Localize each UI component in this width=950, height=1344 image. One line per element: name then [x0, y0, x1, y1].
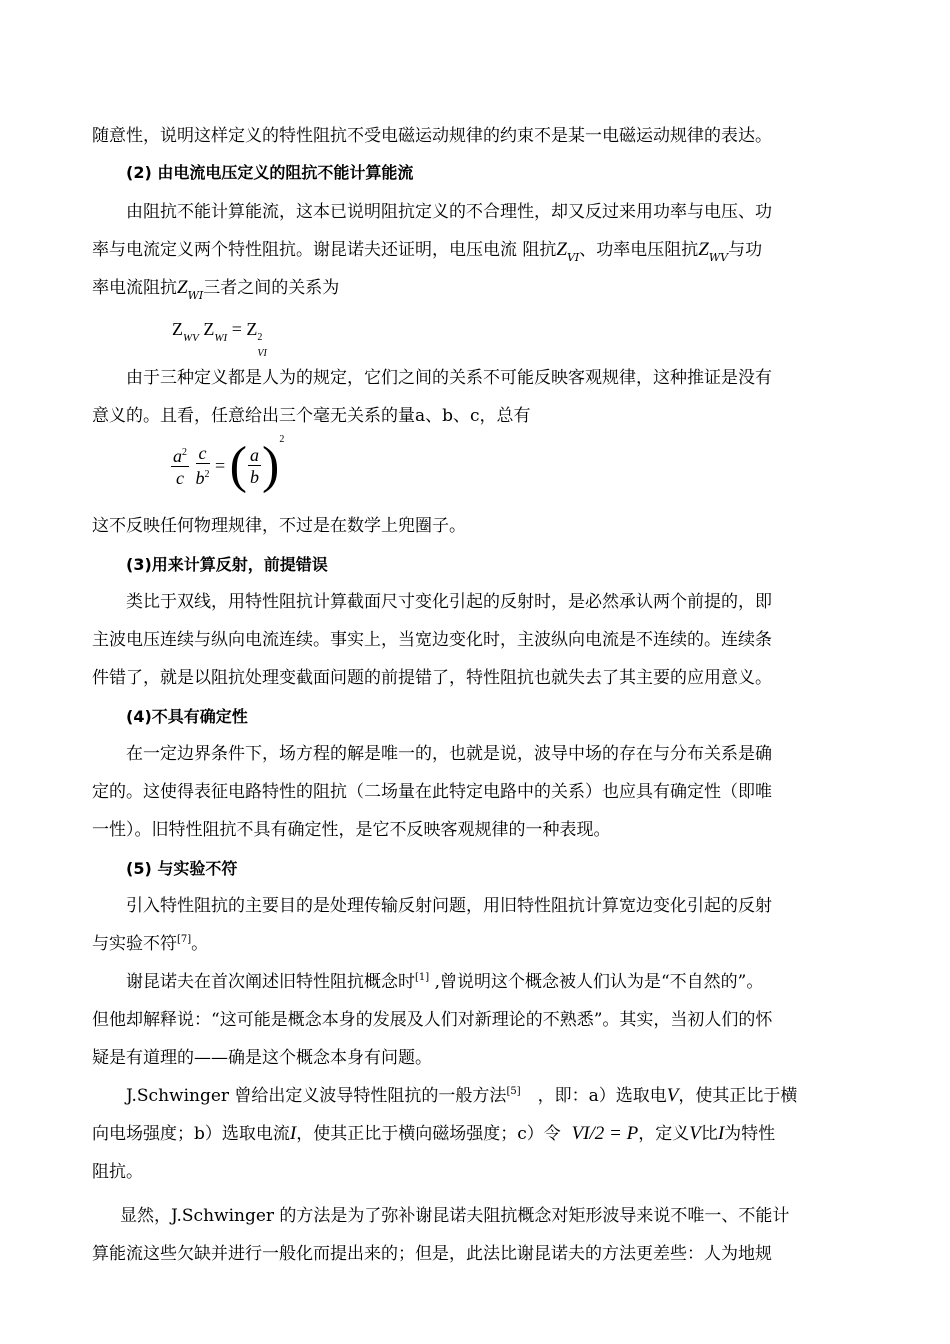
fraction: $\frac{a^2}{c}$ — [171, 443, 189, 489]
paragraph-line: 显然，J.Schwinger 的方法是为了弥补谢昆诺夫阻抗概念对矩形波导来说不唯一、不能计 — [120, 1206, 790, 1226]
citation-ref-5: [5] — [506, 1086, 521, 1097]
paragraph-line: 阻抗。 — [92, 1162, 143, 1182]
section-heading-5: (5) 与实验不符 — [126, 859, 238, 878]
paragraph-line: 主波电压连续与纵向电流连续。事实上，当宽边变化时，主波纵向电流是不连续的。连续条 — [92, 630, 772, 650]
paragraph-line: 意义的。且看，任意给出三个毫无关系的量a、b、c，总有 — [92, 406, 531, 426]
paragraph-line: 引入特性阻抗的主要目的是处理传输反射问题，用旧特性阻抗计算宽边变化引起的反射 — [126, 896, 772, 916]
equation-fraction-identity: $\frac{a^2}{c}$ $\frac{c}{b^2}$ = ( $\frac{a}{b}$ )$^2$ — [173, 434, 285, 494]
paragraph-line: 在一定边界条件下，场方程的解是唯一的，也就是说，波导中场的存在与分布关系是确 — [126, 744, 772, 764]
fraction: $\frac{a}{b}$ — [249, 444, 259, 487]
section-heading-4: (4)不具有确定性 — [126, 707, 248, 726]
citation-ref-7: [7] — [177, 934, 192, 945]
paragraph-line: 疑是有道理的——确是这个概念本身有问题。 — [92, 1048, 432, 1068]
section-heading-3: (3)用来计算反射，前提错误 — [126, 555, 328, 574]
equation-impedance-relation: $Z_{WV}$ $Z_{WI} = Z$ 2 VI — [172, 319, 267, 359]
paragraph-line: 由于三种定义都是人为的规定，它们之间的关系不可能反映客观规律，这种推证是没有 — [126, 368, 772, 388]
fraction: $\frac{c}{b^2}$ — [195, 443, 210, 488]
paragraph-line: 率与电流定义两个特性阻抗。谢昆诺夫还证明，电压电流 阻抗$Z_{VI}$、功率电压阻抗$Z_{WV}$与功 — [92, 239, 763, 264]
paragraph-line: 这不反映任何物理规律，不过是在数学上兜圈子。 — [92, 516, 466, 536]
paragraph-line: 但他却解释说：“这可能是概念本身的发展及人们对新理论的不熟悉”。其实，当初人们的怀 — [92, 1010, 773, 1030]
section-heading-2: (2) 由电流电压定义的阻抗不能计算能流 — [126, 163, 414, 182]
paragraph-line: 算能流这些欠缺并进行一般化而提出来的；但是，此法比谢昆诺夫的方法更差些：人为地规 — [92, 1244, 772, 1264]
citation-ref-1: [1] — [415, 972, 430, 983]
paragraph-line: 谢昆诺夫在首次阐述旧特性阻抗概念时[1] ,曾说明这个概念被人们认为是“不自然的”。 — [126, 972, 764, 992]
paragraph-line: 率电流阻抗$Z_{WI}$三者之间的关系为 — [92, 277, 340, 302]
paragraph-line: 向电场强度；b）选取电流I，使其正比于横向磁场强度；c）令 VI/2 = P，定义V比I为特性 — [92, 1123, 776, 1144]
paragraph-line: J.Schwinger 曾给出定义波导特性阻抗的一般方法[5] ，即：a）选取电V，使其正比于横 — [126, 1085, 798, 1106]
paragraph-line: 随意性，说明这样定义的特性阻抗不受电磁运动规律的约束不是某一电磁运动规律的表达。 — [92, 126, 772, 146]
paragraph-line: 与实验不符[7]。 — [92, 934, 209, 954]
paragraph-line: 定的。这使得表征电路特性的阻抗（二场量在此特定电路中的关系）也应具有确定性（即唯 — [92, 782, 772, 802]
paragraph-line: 由阻抗不能计算能流，这本已说明阻抗定义的不合理性，却又反过来用功率与电压、功 — [126, 202, 772, 222]
paragraph-line: 一性）。旧特性阻抗不具有确定性，是它不反映客观规律的一种表现。 — [92, 820, 611, 840]
paragraph-line: 类比于双线，用特性阻抗计算截面尺寸变化引起的反射时，是必然承认两个前提的，即 — [126, 592, 772, 612]
paragraph-line: 件错了，就是以阻抗处理变截面问题的前提错了，特性阻抗也就失去了其主要的应用意义。 — [92, 668, 772, 688]
